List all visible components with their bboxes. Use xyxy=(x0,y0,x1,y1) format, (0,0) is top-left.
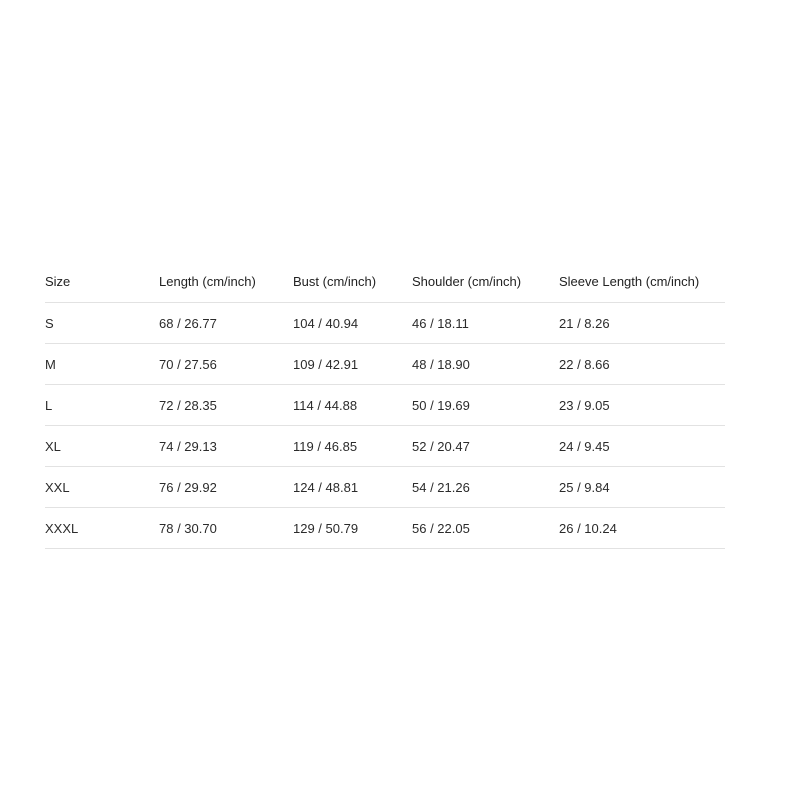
cell-length: 76 / 29.92 xyxy=(159,467,293,508)
cell-size: S xyxy=(45,303,159,344)
cell-length: 72 / 28.35 xyxy=(159,385,293,426)
cell-bust: 119 / 46.85 xyxy=(293,426,412,467)
cell-length: 68 / 26.77 xyxy=(159,303,293,344)
table-row xyxy=(45,385,725,426)
cell-sleeve-length: 23 / 9.05 xyxy=(559,385,725,426)
cell-sleeve-length: 26 / 10.24 xyxy=(559,508,725,549)
header-length: Length (cm/inch) xyxy=(159,260,293,303)
cell-size: XXXL xyxy=(45,508,159,549)
cell-bust: 129 / 50.79 xyxy=(293,508,412,549)
cell-size: L xyxy=(45,385,159,426)
header-sleeve-length: Sleeve Length (cm/inch) xyxy=(559,260,725,303)
table-row xyxy=(45,344,725,385)
table-row xyxy=(45,508,725,549)
cell-bust: 109 / 42.91 xyxy=(293,344,412,385)
header-size: Size xyxy=(45,260,159,303)
cell-length: 78 / 30.70 xyxy=(159,508,293,549)
cell-length: 70 / 27.56 xyxy=(159,344,293,385)
cell-bust: 104 / 40.94 xyxy=(293,303,412,344)
cell-bust: 124 / 48.81 xyxy=(293,467,412,508)
table-header xyxy=(45,260,725,303)
table-row xyxy=(45,303,725,344)
cell-sleeve-length: 22 / 8.66 xyxy=(559,344,725,385)
cell-size: XXL xyxy=(45,467,159,508)
cell-length: 74 / 29.13 xyxy=(159,426,293,467)
cell-sleeve-length: 24 / 9.45 xyxy=(559,426,725,467)
cell-size: XL xyxy=(45,426,159,467)
header-shoulder: Shoulder (cm/inch) xyxy=(412,260,559,303)
table-row xyxy=(45,426,725,467)
cell-shoulder: 46 / 18.11 xyxy=(412,303,559,344)
cell-shoulder: 56 / 22.05 xyxy=(412,508,559,549)
cell-shoulder: 48 / 18.90 xyxy=(412,344,559,385)
cell-sleeve-length: 21 / 8.26 xyxy=(559,303,725,344)
cell-bust: 114 / 44.88 xyxy=(293,385,412,426)
header-row xyxy=(45,260,725,303)
cell-size: M xyxy=(45,344,159,385)
table-body xyxy=(45,303,725,549)
table-row xyxy=(45,467,725,508)
cell-sleeve-length: 25 / 9.84 xyxy=(559,467,725,508)
cell-shoulder: 54 / 21.26 xyxy=(412,467,559,508)
header-bust: Bust (cm/inch) xyxy=(293,260,412,303)
cell-shoulder: 52 / 20.47 xyxy=(412,426,559,467)
cell-shoulder: 50 / 19.69 xyxy=(412,385,559,426)
size-chart-table xyxy=(45,260,725,549)
